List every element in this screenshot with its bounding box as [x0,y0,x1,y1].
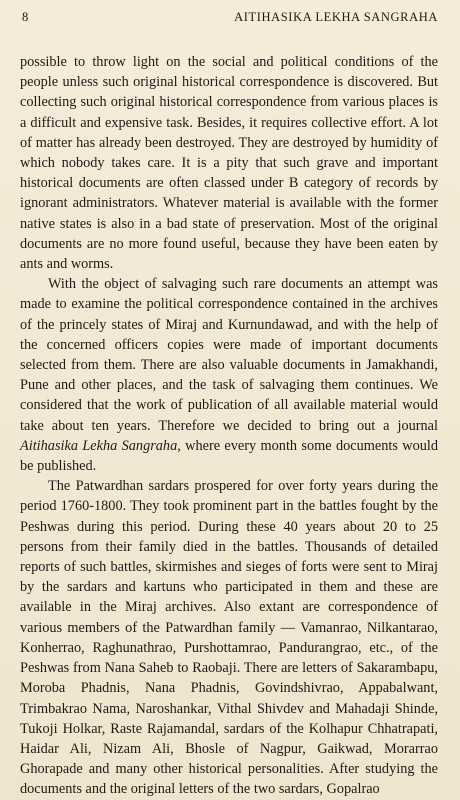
paragraph-salvaging-text: With the object of salvaging such rare documents an attempt was made to examine the political correspondence contained in the archives of the princely states of Miraj and Kurnundawad, and with the help of the concerned officers copies were made of important documents selected from them. There are also valuable documents in Jamakhandi, Pune and other places, and the task of salvaging them continues. We considered that the work of publication of all available material would take about ten years. Therefore we decided to bring out a journal [20,276,438,434]
body-text [20,52,438,800]
paragraph-salvaging-end: , where every month some documents would be published. [20,437,438,475]
page-number: 8 [22,10,29,24]
journal-title: Aitihasika Lekha Sangraha [20,437,178,454]
running-title: AITIHASIKA LEKHA SANGRAHA [234,10,438,24]
paragraph-patwardhan: The Patwardhan sardars prospered for over forty years during the period 1760-1800. They took prominent part in the battles fought by the Peshwas during this period. During these 40 years about 20 to 25 persons from their family died in the battles. Thousands of detailed reports of such battles, skirmishes and sieges of forts were sent to Miraj by the sardars and kartuns who participated in them and these are available in the Miraj archives. Also extant are correspondence of various members of the Patwardhan family — Vamanrao, Nilkantarao, Konherrao, Raghunathrao, Purshottamrao, Pandurangrao, etc., of the Peshwas from Nana Saheb to Raobaji. There are letters of Sakarambapu, Moroba Phadnis, Nana Phadnis, Govindshivrao, Appabalwant, Trimbakrao Nama, Naroshankar, Vithal Shivdev and Mahadaji Shinde, Tukoji Holkar, Raste Rajamandal, sardars of the Kolhapur Chhatrapati, Haidar Ali, Nizam Ali, Bhosle of Nagpur, Gaikwad, Morarrao Ghorapade and many other historical personalities. After studying the documents and the original letters of the two sardars, Gopalrao [20,478,438,798]
paragraph-continued: possible to throw light on the social and political conditions of the people unless such original historical correspondence is discovered. But collecting such original historical correspondence from various places is a difficult and expensive task. Besides, it requires collective effort. A lot of matter has already been destroyed. They are destroyed by humidity of which nobody takes care. It is a pity that such grave and important historical documents are often classed under B category of records by ignorant administrators. Whatever material is available with the former native states is also in a bad state of preservation. Most of the original documents are no more found useful, because they have been eaten by ants and worms. [20,54,438,273]
paragraph-salvaging [20,274,438,476]
running-header [20,10,438,32]
